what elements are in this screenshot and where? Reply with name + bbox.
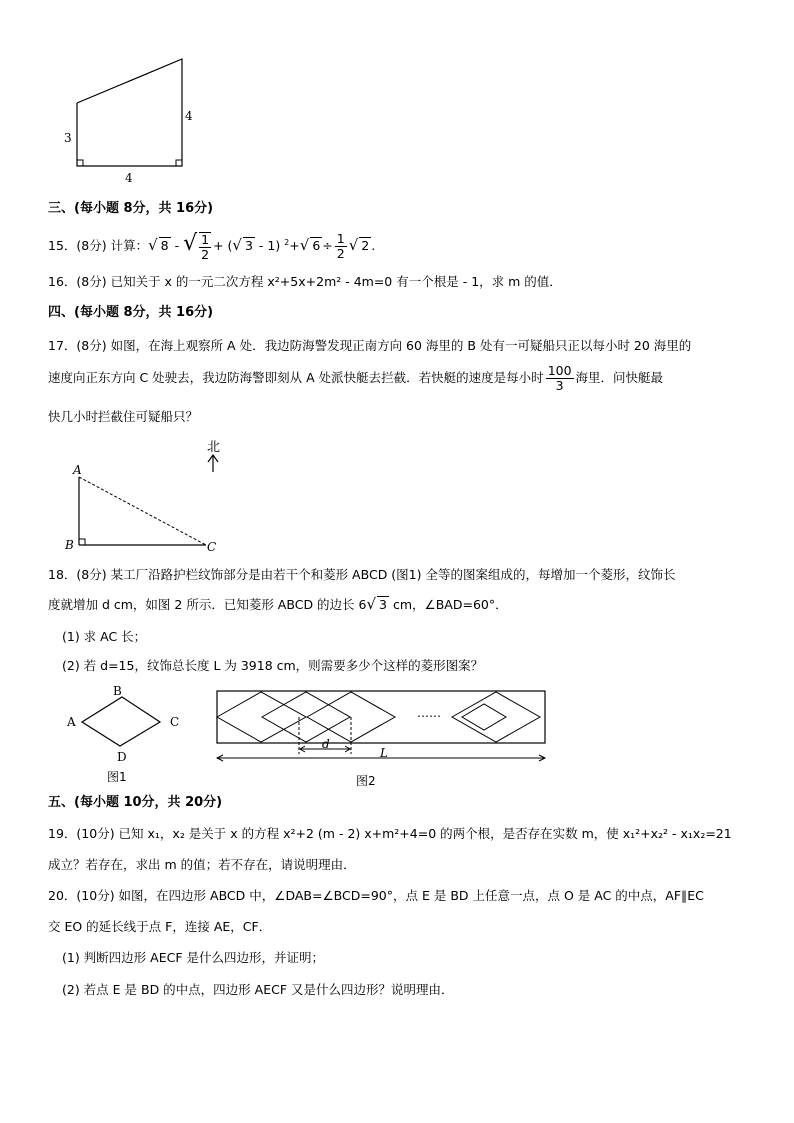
section-4-title: 四、(每小题 8分，共 16分) [48,305,214,320]
q15-sqrt2: 2 [361,238,370,254]
q17-point-c: C [207,540,217,554]
q15-square: 2 [284,238,290,247]
trapezoid-bottom-label: 4 [125,171,133,185]
north-label: 北 [207,440,221,455]
question-19-line1: 19．(10分) 已知 x₁，x₂ 是关于 x 的方程 x²+2 (m - 2) x+m²+4=0 的两个根，是否存在实数 m，使 x₁²+x₂² - x₁x₂=21 [48,826,732,841]
section-5-title: 五、(每小题 10分，共 20分) [48,795,223,810]
fig1-label-d: D [117,750,127,764]
question-18-line1: 18．(8分) 某工厂沿路护栏纹饰部分是由若干个和菱形 ABCD (图1) 全等的图案组成的，每增加一个菱形，纹饰长 [48,567,676,582]
q17-point-a: A [73,463,82,477]
question-17-line3: 快几小时拦截住可疑船只？ [48,409,199,424]
question-18-sub2: (2) 若 d=15，纹饰总长度 L 为 3918 cm，则需要多少个这样的菱形图案？ [62,658,484,673]
fig1-label-a: A [67,715,76,729]
question-19-line2: 成立？若存在，求出 m 的值；若不存在，请说明理由． [48,857,356,872]
q15-sqrt3: 3 [244,238,253,254]
q15-end: . [371,238,376,254]
q15-minus-one: - 1) [254,238,285,254]
trapezoid-left-label: 3 [64,131,72,145]
q15-plus: + ( [213,238,233,254]
fig1-label-b: B [113,684,122,698]
fig2-ellipsis: …… [417,706,441,720]
q15-minus: - [170,238,184,254]
q15-plus2: + [289,238,300,254]
q15-prefix: 15．(8分) 计算： [48,238,149,254]
question-20-sub1: (1) 判断四边形 AECF 是什么四边形，并证明； [62,950,324,965]
question-20-sub2: (2) 若点 E 是 BD 的中点，四边形 AECF 又是什么四边形？说明理由． [62,982,454,997]
fig2-caption: 图2 [356,774,376,788]
q15-div: ÷ [322,238,333,254]
question-18-sub1: (1) 求 AC 长； [62,629,147,644]
question-17-line1: 17．(8分) 如图，在海上观察所 A 处．我边防海警发现正南方向 60 海里的 B 处有一可疑船只正以每小时 20 海里的 [48,338,692,353]
question-16: 16．(8分) 已知关于 x 的一元二次方程 x²+5x+2m² - 4m=0 有一个根是 - 1，求 m 的值． [48,274,562,289]
section-3-title: 三、(每小题 8分，共 16分) [48,201,214,216]
q17-point-b: B [65,538,74,552]
q15-frac-half: $\frac{1}{2}$ [201,231,210,262]
q15-sqrt8: 8 [160,238,169,254]
fig1-label-c: C [170,715,180,729]
fig1-caption: 图1 [107,770,127,784]
fig2-label-d: d [322,737,330,751]
q15-sqrt6: 6 [312,238,321,254]
question-20-line2: 交 EO 的延长线于点 F，连接 AE，CF． [48,919,272,934]
question-17-line2: 速度向正东方向 C 处驶去，我边防海警即刻从 A 处派快艇去拦截．若快艇的速度是每小时 $\frac{100}{3}$ 海里．问快艇最 [48,363,664,393]
trapezoid-right-label: 4 [185,109,193,123]
fig2-label-l: L [380,746,388,760]
question-20-line1: 20．(10分) 如图，在四边形 ABCD 中，∠DAB=∠BCD=90°，点 E 是 BD 上任意一点，点 O 是 AC 的中点，AF∥EC [48,888,704,903]
question-18-line2: 度就增加 d cm，如图 2 所示．已知菱形 ABCD 的边长 6√ 3 cm，∠BAD=60°． [48,595,508,613]
question-15: 15．(8分) 计算：√ 8 - √ $\frac{1}{2}$ + (√ 3 - 1) $^2$+√ 6 ÷ $\frac{1}{2}$ √ 2 . [48,231,376,262]
q15-frac2: $\frac{1}{2}$ [336,231,345,262]
